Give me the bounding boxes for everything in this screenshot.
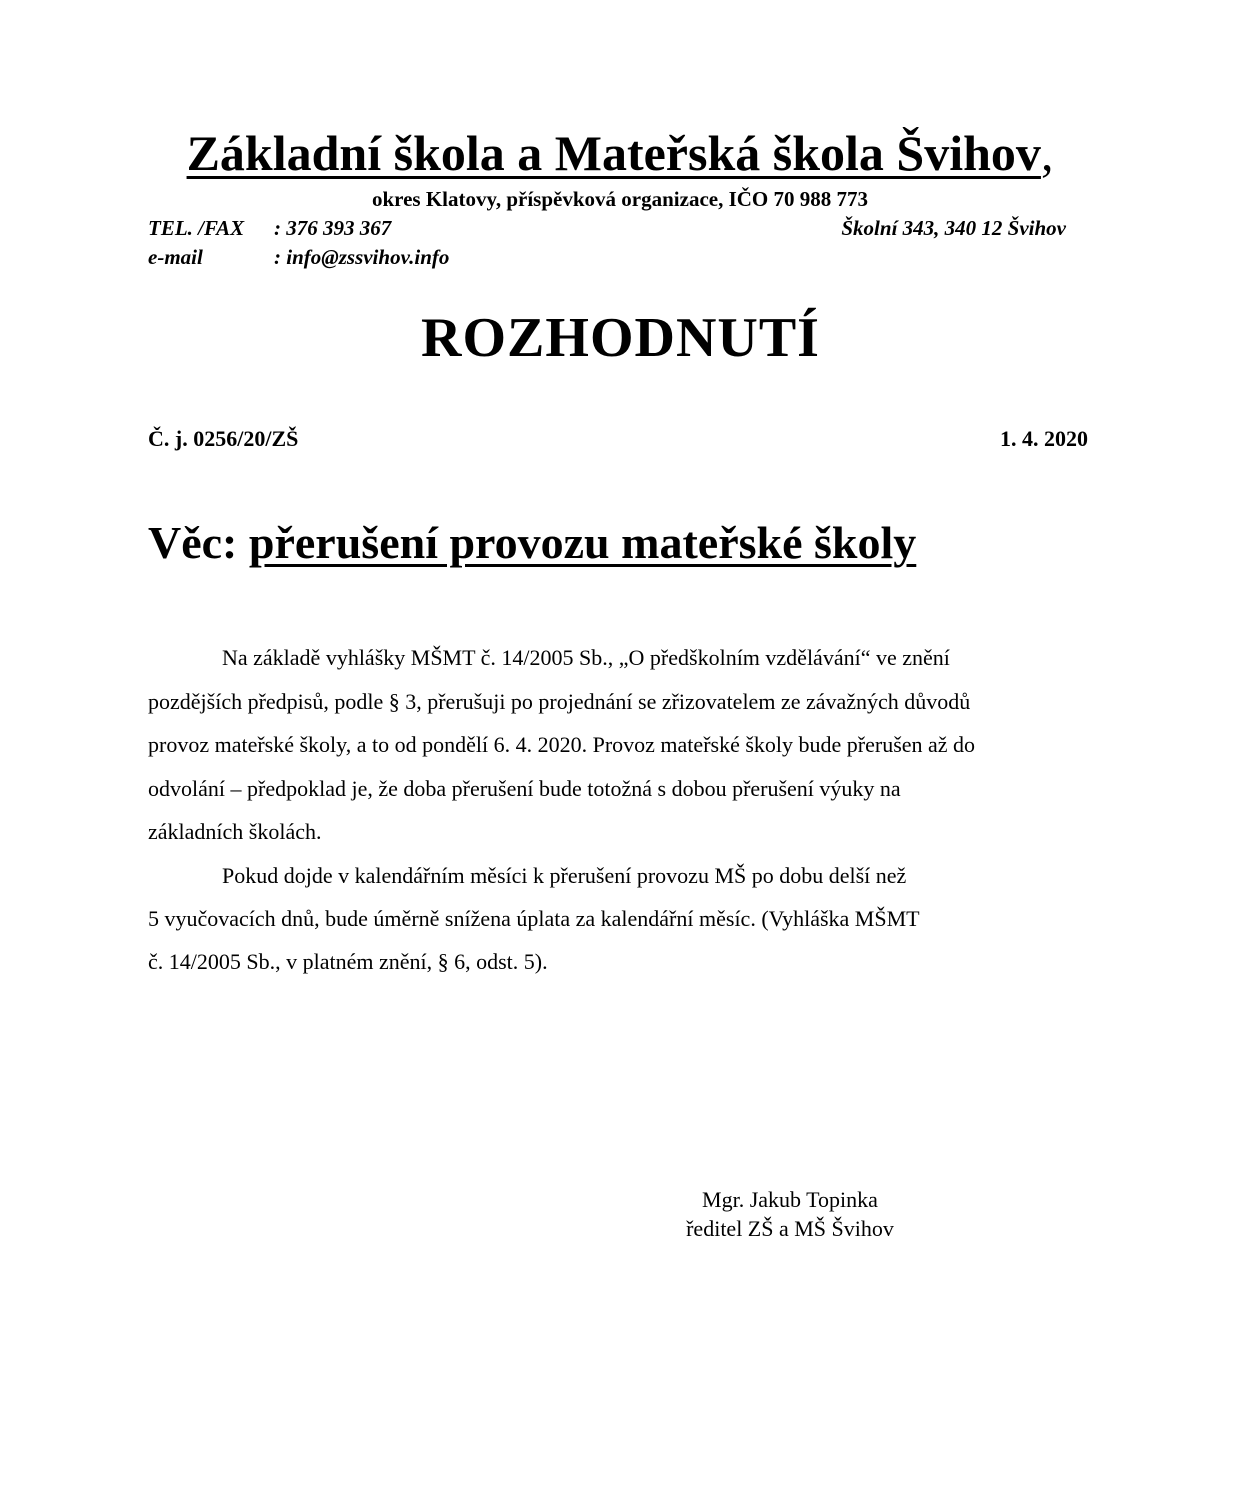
email-label: e-mail	[148, 245, 203, 269]
school-address: Školní 343, 340 12 Švihov	[841, 216, 1066, 240]
email-value: : info@zssvihov.info	[274, 245, 450, 269]
subject-label: Věc:	[148, 517, 238, 568]
paragraph-line: Pokud dojde v kalendářním měsíci k přerušení provozu MŠ po dobu delší než	[222, 862, 907, 888]
contact-row-phone	[148, 213, 1066, 243]
signatory-position: ředitel ZŠ a MŠ Švihov	[686, 1216, 894, 1241]
school-name-suffix: ,	[1040, 125, 1054, 181]
school-name: Základní škola a Mateřská škola Švihov	[186, 125, 1041, 181]
subject-line	[148, 510, 916, 576]
signature-block	[660, 1185, 920, 1243]
reference-number: Č. j. 0256/20/ZŠ	[148, 426, 299, 451]
tel-label: TEL. /FAX	[148, 216, 245, 240]
tel-value: : 376 393 367	[274, 216, 392, 240]
reference-line	[148, 423, 1088, 455]
paragraph-line: č. 14/2005 Sb., v platném znění, § 6, odst. 5).	[148, 948, 548, 974]
signatory-name: Mgr. Jakub Topinka	[702, 1187, 878, 1212]
paragraph-line: pozdějších předpisů, podle § 3, přerušuji po projednání se zřizovatelem ze závažných důvodů	[148, 688, 971, 714]
contact-row-email	[148, 242, 1066, 272]
document-heading: ROZHODNUTÍ	[421, 307, 820, 369]
paragraph-line: 5 vyučovacích dnů, bude úměrně snížena úplata za kalendářní měsíc. (Vyhláška MŠMT	[148, 905, 920, 931]
school-subtitle: okres Klatovy, příspěvková organizace, IČO 70 988 773	[371, 187, 869, 211]
paragraph-line: základních školách.	[148, 819, 322, 844]
subject-text: přerušení provozu mateřské školy	[248, 517, 917, 568]
document-date: 1. 4. 2020	[1000, 426, 1088, 451]
body-text	[148, 636, 1108, 983]
paragraph-line: odvolání – předpoklad je, že doba přerušení bude totožná s dobou přerušení výuky na	[148, 775, 901, 801]
school-name-heading	[148, 118, 1092, 188]
paragraph-line: Na základě vyhlášky MŠMT č. 14/2005 Sb., „O předškolním vzdělávání“ ve znění	[222, 645, 950, 670]
paragraph-line: provoz mateřské školy, a to od pondělí 6. 4. 2020. Provoz mateřské školy bude přerušen až do	[148, 732, 976, 757]
